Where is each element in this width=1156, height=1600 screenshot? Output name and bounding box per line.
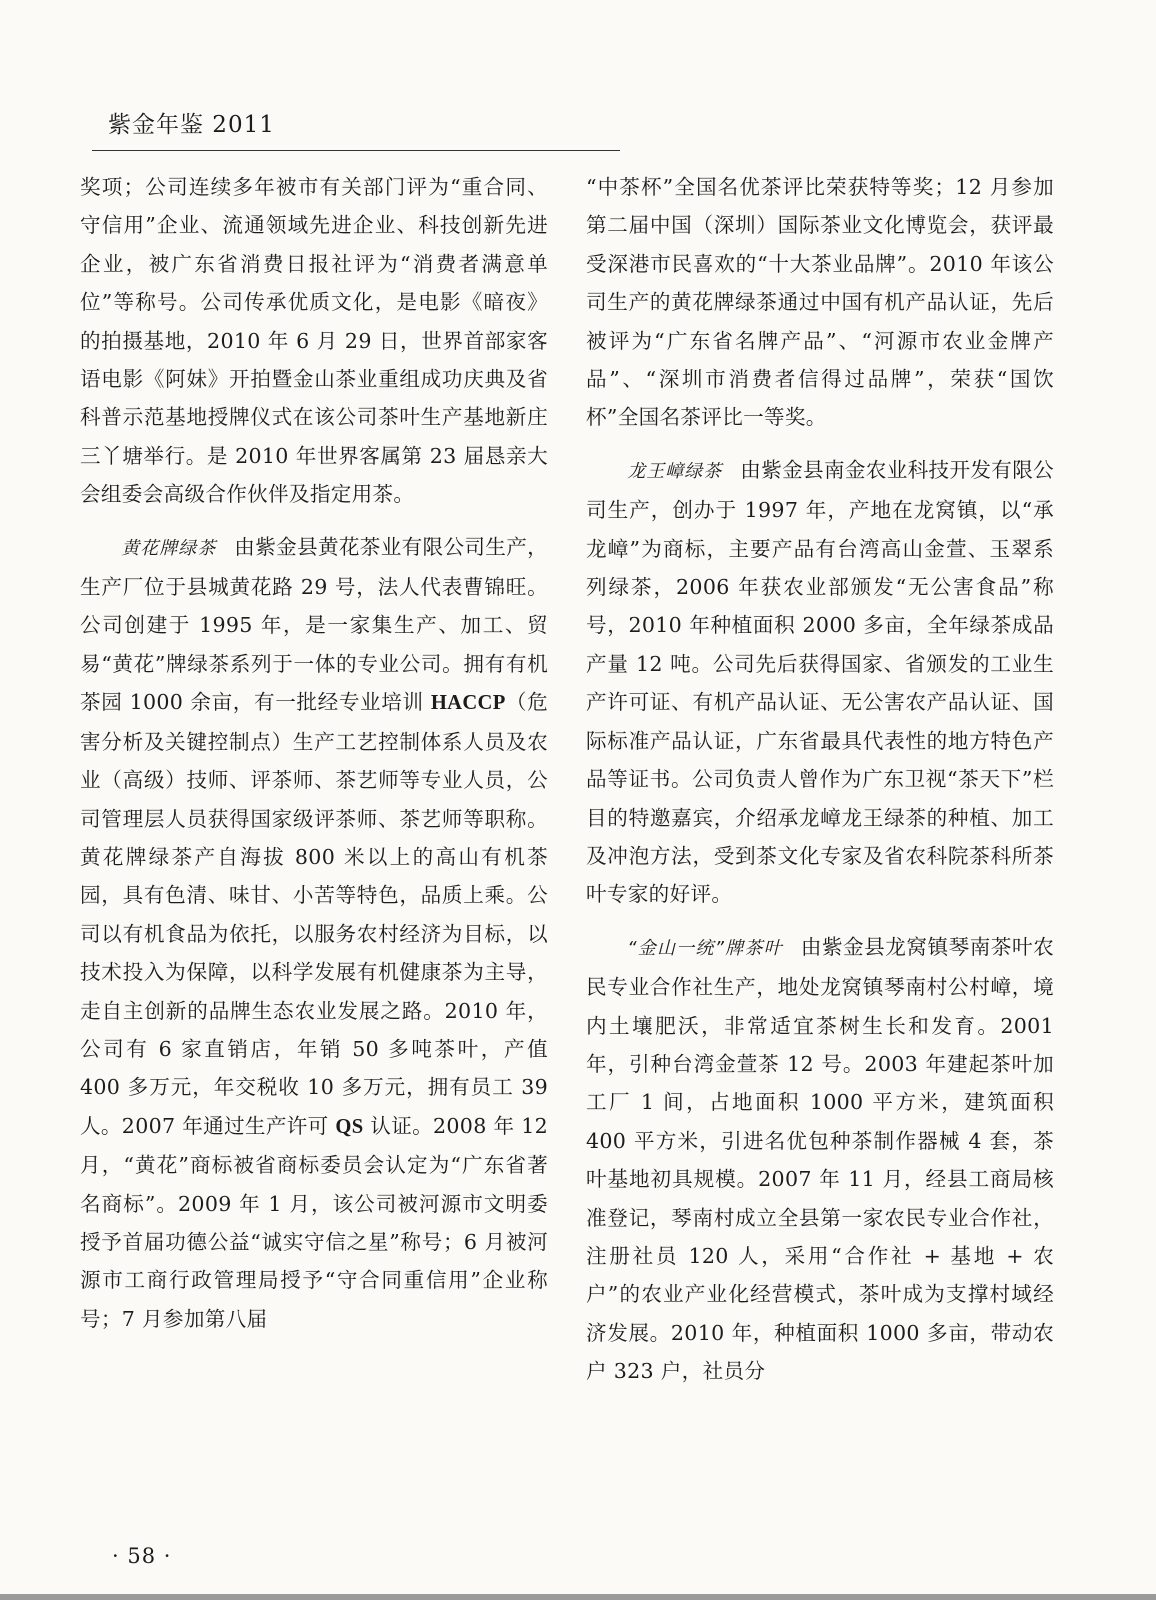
haccp-term: HACCP (430, 692, 506, 715)
page-number: · 58 · (112, 1544, 172, 1568)
huanghua-text-2: （危害分析及关键控制点）生产工艺控制体系人员及农业（高级）技师、评茶师、茶艺师等专业人员，公司管理层人员获得国家级评茶师、茶艺师等职称。黄花牌绿茶产自海拔 800 米以上的高山有机茶园，具有色清、味甘、小苦等特色，品质上乘。公司以有机食品为依托，以服务农村经济为目标，以技术投入为保障，以科学发展有机健康茶为主导，走自主创新的品牌生态农业发展之路。2010 年，公司有 6 家直销店，年销 50 多吨茶叶，产值 400 多万元，年交税收 10 多万元，拥有员工 39 人。2007 年通过生产许可 (80, 690, 549, 1138)
entry-heading-longwangzhang: 龙王嶂绿茶 (627, 460, 723, 482)
longwangzhang-text: 由紫金县南金农业科技开发有限公司生产，创办于 1997 年，产地在龙窝镇，以“承龙嶂”为商标，主要产品有台湾高山金萱、玉翠系列绿茶，2006 年获农业部颁发“无公害食品”称号，2010 年种植面积 2000 多亩，全年绿茶成品产量 12 吨。公司先后获得国家、省颁发的工业生产许可证、有机产品认证、无公害农产品认证、国际标准产品认证，广东省最具代表性的地方特色产品等证书。公司负责人曾作为广东卫视“茶天下”栏目的特邀嘉宾，介绍承龙嶂龙王绿茶的种植、加工及冲泡方法，受到茶文化专家及省农科院茶科所茶叶专家的好评。 (586, 457, 1055, 907)
jinshan-yitong-text: 由紫金县龙窝镇琴南茶叶农民专业合作社生产，地处龙窝镇琴南村公村嶂，境内土壤肥沃，非常适宜茶树生长和发育。2001 年，引种台湾金萱茶 12 号。2003 年建起茶叶加工厂 1 间，占地面积 1000 平方米，建筑面积 400 平方米，引进名优包种茶制作器械 4 套，茶叶基地初具规模。2007 年 11 月，经县工商局核准登记，琴南村成立全县第一家农民专业合作社，注册社员 120 人，采用“合作社 + 基地 + 农户”的农业产业化经营模式，茶叶成为支撑村域经济发展。2010 年，种植面积 1000 多亩，带动农户 323 户，社员分 (586, 934, 1054, 1384)
scan-bottom-edge (0, 1594, 1156, 1600)
paragraph-jinshan-yitong-tea (586, 928, 1054, 1391)
paragraph-huanghua-green-tea (80, 528, 548, 1339)
paragraph-longwangzhang-green-tea (586, 451, 1054, 914)
qs-term: QS (335, 1115, 364, 1138)
left-column (80, 168, 548, 1338)
entry-heading-jinshan-yitong: “金山一统”牌茶叶 (627, 937, 783, 959)
entry-heading-huanghua: 黄花牌绿茶 (121, 537, 217, 559)
huanghua-text-3: 认证。2008 年 12 月，“黄花”商标被省商标委员会认定为“广东省著名商标”。2009 年 1 月，该公司被河源市文明委授予首届功德公益“诚实守信之星”称号；6 月被河源市工商行政管理局授予“守合同重信用”企业称号；7 月参加第八届 (80, 1113, 548, 1331)
paragraph-huanghua-continued: “中茶杯”全国名优茶评比荣获特等奖；12 月参加第二届中国（深圳）国际茶业文化博览会，获评最受深港市民喜欢的“十大茶业品牌”。2010 年该公司生产的黄花牌绿茶通过中国有机产品认证，先后被评为“广东省名牌产品”、“河源市农业金牌产品”、“深圳市消费者信得过品牌”，荣获“国饮杯”全国名茶评比一等奖。 (586, 175, 1054, 430)
header-rule (92, 150, 620, 151)
running-header: 紫金年鉴 2011 (108, 112, 275, 138)
right-column (586, 168, 1054, 1391)
paragraph-awards: 奖项；公司连续多年被市有关部门评为“重合同、守信用”企业、流通领域先进企业、科技创新先进企业，被广东省消费日报社评为“消费者满意单位”等称号。公司传承优质文化，是电影《暗夜》的拍摄基地，2010 年 6 月 29 日，世界首部家客语电影《阿妹》开拍暨金山茶业重组成功庆典及省科普示范基地授牌仪式在该公司茶叶生产基地新庄三丫塘举行。是 2010 年世界客属第 23 届恳亲大会组委会高级合作伙伴及指定用茶。 (80, 175, 548, 507)
huanghua-text-1: 由紫金县黄花茶业有限公司生产，生产厂位于县城黄花路 29 号，法人代表曹锦旺。公司创建于 1995 年，是一家集生产、加工、贸易“黄花”牌绿茶系列于一体的专业公司。拥有有机茶园 1000 余亩，有一批经专业培训 (80, 534, 549, 715)
